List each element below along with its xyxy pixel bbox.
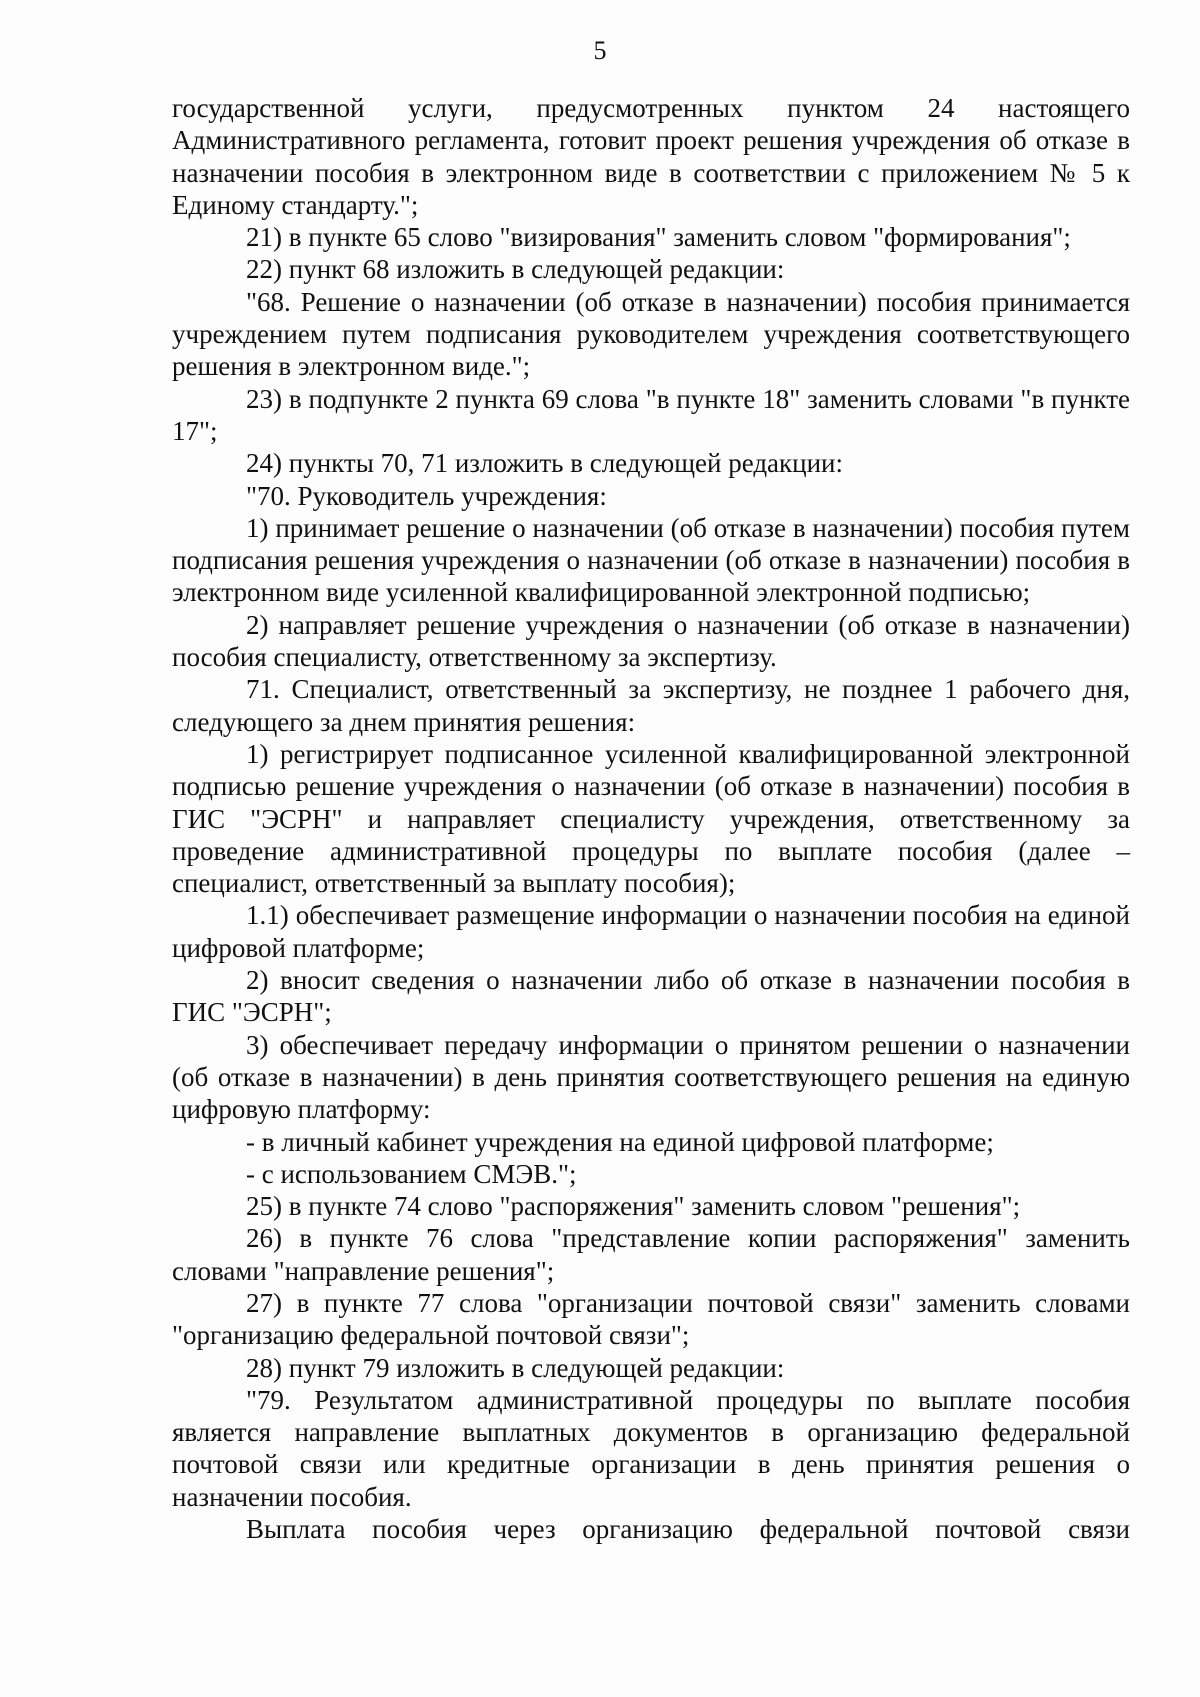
paragraph: 3) обеспечивает передачу информации о принятом решении о назначении (об отказе в назначении) в день принятия соответствующего решения на единую цифровую платформу: <box>172 1029 1130 1125</box>
paragraph: 1.1) обеспечивает размещение информации о назначении пособия на единой цифровой платформе; <box>172 900 1130 963</box>
paragraph: Выплата пособия через организацию федеральной почтовой связи <box>246 1514 1130 1545</box>
paragraph: - с использованием СМЭВ."; <box>246 1158 577 1189</box>
paragraph: 26) в пункте 76 слова "представление копии распоряжения" заменить словами "направление решения"; <box>172 1223 1130 1286</box>
paragraph: "68. Решение о назначении (об отказе в назначении) пособия принимается учреждением путем подписания руководителем учреждения соответствующего решения в электронном виде."; <box>172 286 1130 382</box>
paragraph: 23) в подпункте 2 пункта 69 слова "в пункте 18" заменить словами "в пункте 17"; <box>172 383 1130 446</box>
paragraph: "79. Результатом административной процедуры по выплате пособия является направление выплатных документов в организацию федеральной почтовой связи или кредитные организации в день принятия решения о назначении пособия. <box>172 1384 1130 1512</box>
paragraph: "70. Руководитель учреждения: <box>246 480 607 511</box>
paragraph: 71. Специалист, ответственный за экспертизу, не позднее 1 рабочего дня, следующего за днем принятия решения: <box>172 674 1130 737</box>
page-number: 5 <box>593 36 607 65</box>
document-body <box>172 92 1130 1545</box>
paragraph: 27) в пункте 77 слова "организации почтовой связи" заменить словами "организацию федеральной почтовой связи"; <box>172 1287 1130 1351</box>
paragraph: - в личный кабинет учреждения на единой цифровой платформе; <box>246 1126 994 1157</box>
paragraph: 1) регистрирует подписанное усиленной квалифицированной электронной подписью решение учреждения о назначении (об отказе в назначении) пособия в ГИС "ЭСРН" и направляет специалисту учреждения, ответственному за проведение административной процедуры по выплате пособия (далее – специалист, ответственный за выплату пособия); <box>172 738 1130 899</box>
paragraph: 25) в пункте 74 слово "распоряжения" заменить словом "решения"; <box>246 1191 1021 1222</box>
paragraph: 28) пункт 79 изложить в следующей редакции: <box>246 1352 785 1383</box>
paragraph: 2) вносит сведения о назначении либо об отказе в назначении пособия в ГИС "ЭСРН"; <box>172 965 1130 1028</box>
paragraph: государственной услуги, предусмотренных пунктом 24 настоящего Административного регламента, готовит проект решения учреждения об отказе в назначении пособия в электронном виде в соответствии с приложением № 5 к Единому стандарту."; <box>172 93 1130 220</box>
paragraph: 21) в пункте 65 слово "визирования" заменить словом "формирования"; <box>246 222 1071 253</box>
paragraph: 24) пункты 70, 71 изложить в следующей редакции: <box>246 448 844 479</box>
paragraph: 1) принимает решение о назначении (об отказе в назначении) пособия путем подписания решения учреждения о назначении (об отказе в назначении) пособия в электронном виде усиленной квалифицированной электронной подписью; <box>172 512 1130 608</box>
paragraph: 2) направляет решение учреждения о назначении (об отказе в назначении) пособия специалисту, ответственному за экспертизу. <box>172 609 1130 673</box>
paragraph: 22) пункт 68 изложить в следующей редакции: <box>246 254 785 285</box>
